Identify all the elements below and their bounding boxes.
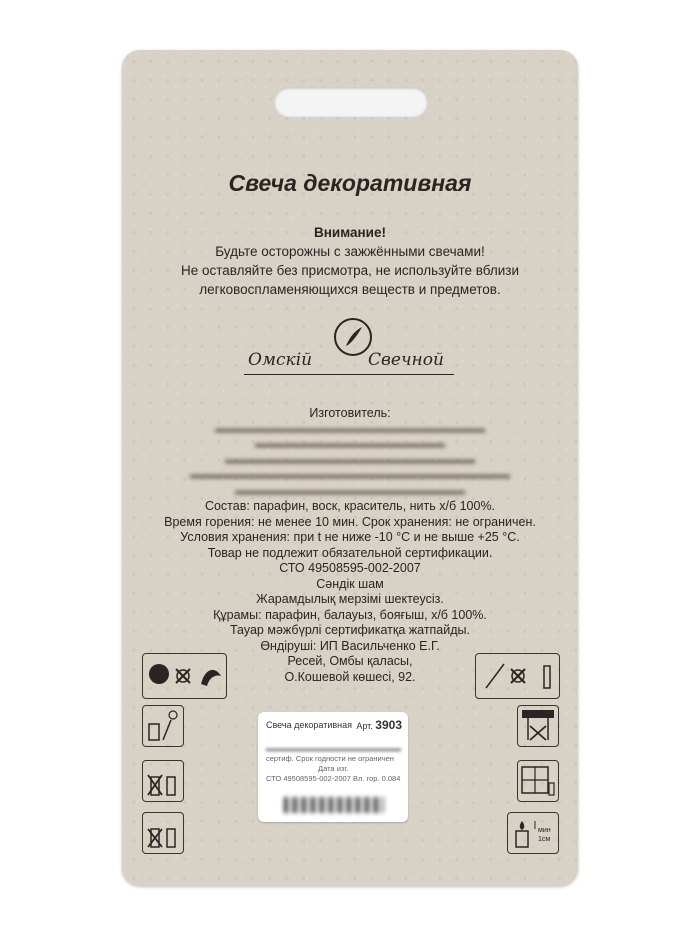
warning-heading: Внимание! — [314, 225, 386, 240]
logo-word-right: Свечной — [368, 350, 444, 370]
redacted-contacts: ▬▬▬▬▬▬▬▬▬▬▬▬▬▬▬▬▬▬▬ — [255, 439, 445, 450]
logo-underline — [244, 374, 454, 375]
redacted-email: ▬▬▬▬▬▬▬▬▬▬▬▬▬▬▬▬▬▬▬▬▬▬▬ — [235, 485, 465, 497]
kz-country-text: Ресей, Омбы қаласы, — [287, 654, 413, 668]
warning-line: Не оставляйте без присмотра, не используйте вблизи — [180, 263, 520, 278]
no-flammable-surface-icon — [142, 812, 184, 854]
kz-name-text: Сәндік шам — [316, 576, 384, 591]
price-sticker — [258, 712, 408, 822]
sticker-std-line: СТО 49508595-002-2007 — [266, 774, 351, 783]
standard-text: СТО 49508595-002-2007 — [279, 561, 421, 575]
brand-logo — [240, 316, 460, 382]
redacted-certificate: ▬▬▬▬▬▬▬▬▬▬▬▬▬▬▬▬▬▬▬▬▬▬▬▬▬▬▬▬▬▬▬▬ — [190, 470, 510, 481]
no-children-pets-icon — [475, 653, 560, 699]
flame-min-label: мин — [538, 827, 551, 834]
composition-text: Состав: парафин, воск, краситель, нить х/б 100%. — [204, 499, 496, 513]
warning-line: легковоспламеняющихся веществ и предметов. — [199, 282, 501, 297]
flame-size-label: 1см — [538, 836, 551, 843]
feather-emblem-icon — [334, 318, 372, 356]
kz-cert-text: Тауар мәжбүрлі сертификатқа жатпайды. — [229, 623, 470, 637]
logo-word-left: Омскій — [248, 350, 313, 370]
sticker-redacted-line: ▬▬▬▬▬▬▬▬▬▬▬▬▬▬▬▬▬▬ — [266, 744, 401, 753]
kz-composition-text: Құрамы: парафин, балауыз, бояғыш, х/б 100%. — [213, 607, 487, 622]
no-candles-together-icon — [142, 760, 184, 802]
warning-line: Будьте осторожны с зажжёнными свечами! — [215, 244, 485, 259]
no-draft-icon — [517, 760, 559, 802]
redacted-ogrn: ▬▬▬▬▬▬▬▬▬▬▬▬▬▬▬▬▬▬▬▬▬▬▬▬▬ — [225, 454, 475, 466]
storage-text: Условия хранения: при t не ниже -10 °С и не выше +25 °С. — [180, 530, 520, 544]
manufacturer-label: Изготовитель: — [309, 406, 391, 420]
trim-wick-icon — [507, 812, 559, 854]
candle-package-card — [122, 50, 578, 886]
burn-time-text: Время горения: не менее 10 мин. Срок хранения: не ограничен. — [164, 514, 536, 529]
sticker-art-label: Арт. — [356, 721, 373, 731]
sticker-art-number: 3903 — [375, 718, 402, 732]
kz-street-text: О.Кошевой көшесі, 92. — [284, 669, 416, 684]
hang-hole — [274, 87, 428, 117]
sticker-product: Свеча декоративная — [266, 720, 352, 730]
warning-block — [122, 223, 578, 299]
sticker-barcode — [284, 797, 384, 813]
keep-from-heat-icon — [142, 705, 184, 747]
no-curtains-icon — [517, 705, 559, 747]
redacted-address: ▬▬▬▬▬▬▬▬▬▬▬▬▬▬▬▬▬▬▬▬▬▬▬▬▬▬▬ — [215, 423, 485, 435]
sticker-article — [356, 718, 402, 732]
no-hair-near-flame-icon — [142, 653, 227, 699]
product-title: Свеча декоративная — [228, 170, 472, 196]
sticker-date-line: Дата изг. — [318, 764, 349, 773]
sticker-cert-line: сертиф. Срок годности не ограничен — [266, 754, 394, 763]
sticker-weight-line: Вл. гор. 0.084 — [353, 774, 401, 783]
kz-shelf-text: Жарамдылық мерзімі шектеусіз. — [256, 592, 444, 606]
certification-text: Товар не подлежит обязательной сертификации. — [207, 545, 493, 560]
product-info — [122, 406, 578, 685]
kz-maker-text: Өндіруші: ИП Васильченко Е.Г. — [260, 638, 440, 653]
